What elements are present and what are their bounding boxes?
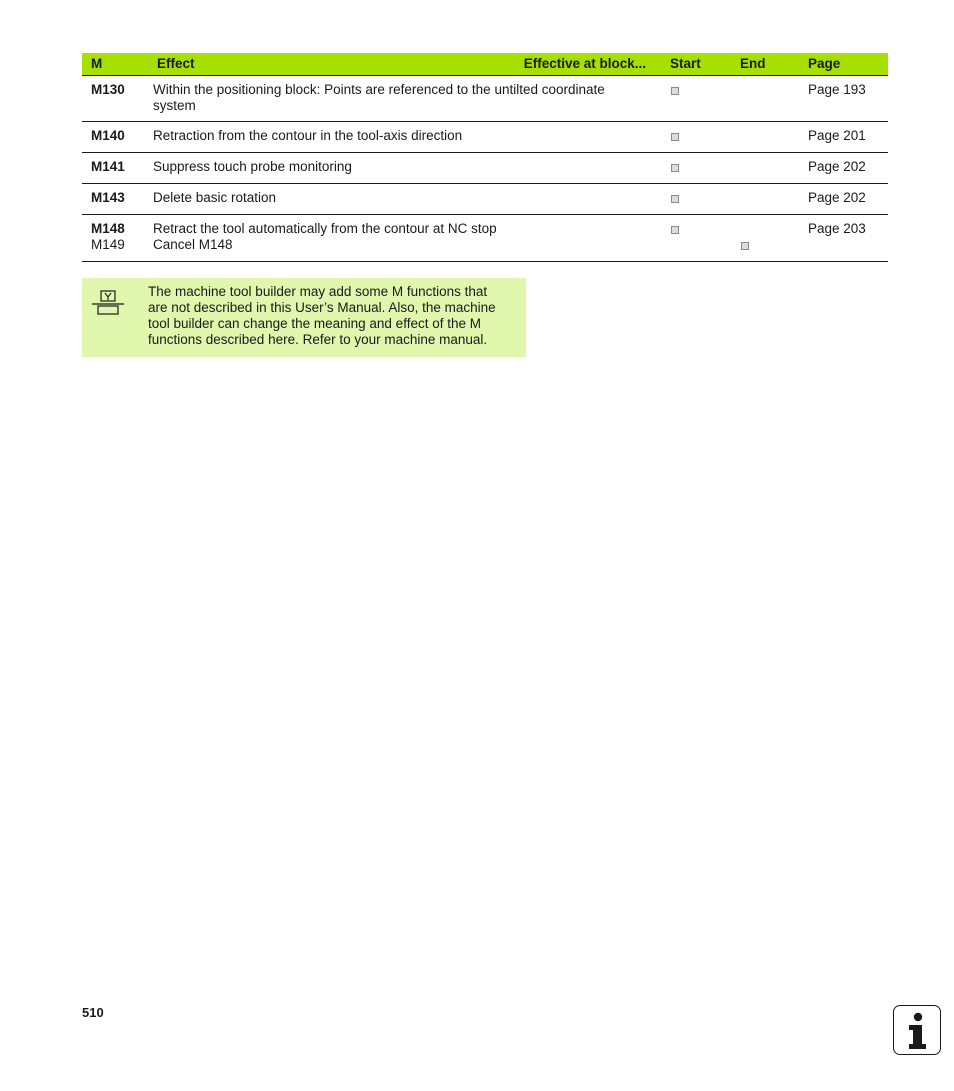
start-marker-icon: [671, 133, 679, 141]
note-text: [148, 284, 520, 348]
table-row: [82, 215, 888, 262]
start-marker-icon: [671, 226, 679, 234]
header-effective-at-block: Effective at block...: [523, 56, 646, 71]
effect-cell: [153, 128, 653, 144]
header-end: End: [740, 56, 766, 71]
machine-tool-icon: [91, 290, 125, 318]
page-ref: Page 202: [808, 190, 866, 205]
start-cell: [671, 221, 679, 238]
effect-text: Retract the tool automatically from the contour at NC stop: [153, 221, 497, 236]
m-code: M130: [91, 82, 125, 97]
effect-text: Within the positioning block: Points are referenced to the untilted coordinate: [153, 82, 605, 97]
header-effect: Effect: [157, 56, 195, 71]
page-ref: Page 201: [808, 128, 866, 143]
m-code-cell: [91, 128, 125, 144]
header-start: Start: [670, 56, 701, 71]
m-code-cell: [91, 159, 125, 175]
m-code-secondary: M149: [91, 237, 125, 252]
effect-text: Retraction from the contour in the tool-axis direction: [153, 128, 463, 143]
start-cell: [671, 128, 679, 145]
start-marker-icon: [671, 195, 679, 203]
table-header: [82, 53, 888, 76]
note-line: functions described here. Refer to your machine manual.: [148, 332, 488, 347]
m-code: M148: [91, 221, 125, 236]
effect-text-secondary: Cancel M148: [153, 237, 233, 252]
table-row: [82, 122, 888, 153]
page-ref: Page 202: [808, 159, 866, 174]
table-row: [82, 76, 888, 122]
note-line: are not described in this User’s Manual. Also, the machine: [148, 300, 496, 315]
header-page: Page: [808, 56, 841, 71]
m-code-cell: [91, 190, 125, 206]
machine-note-box: [82, 278, 526, 357]
table-row: [82, 153, 888, 184]
end-marker-icon: [741, 242, 749, 250]
note-line: tool builder can change the meaning and effect of the M: [148, 316, 481, 331]
m-code: M140: [91, 128, 125, 143]
m-code: M141: [91, 159, 125, 174]
page-ref: Page 193: [808, 82, 866, 97]
note-line: The machine tool builder may add some M functions that: [148, 284, 488, 299]
page-ref: Page 203: [808, 221, 866, 236]
page-number: 510: [82, 1005, 104, 1020]
start-cell: [671, 190, 679, 207]
m-code-cell: [91, 82, 125, 98]
effect-text-continued: system: [153, 98, 196, 113]
info-icon: [893, 1005, 941, 1055]
start-cell: [671, 82, 679, 99]
effect-text: Suppress touch probe monitoring: [153, 159, 352, 174]
m-code-cell: [91, 221, 125, 253]
table-row: [82, 184, 888, 215]
start-marker-icon: [671, 164, 679, 172]
m-function-table: [82, 53, 888, 262]
header-m: M: [91, 56, 103, 71]
m-code: M143: [91, 190, 125, 205]
start-cell: [671, 159, 679, 176]
start-marker-icon: [671, 87, 679, 95]
effect-text: Delete basic rotation: [153, 190, 277, 205]
end-cell: [741, 237, 749, 254]
effect-cell: [153, 82, 653, 114]
effect-cell: [153, 159, 653, 175]
effect-cell: [153, 190, 653, 206]
effect-cell: [153, 221, 653, 253]
